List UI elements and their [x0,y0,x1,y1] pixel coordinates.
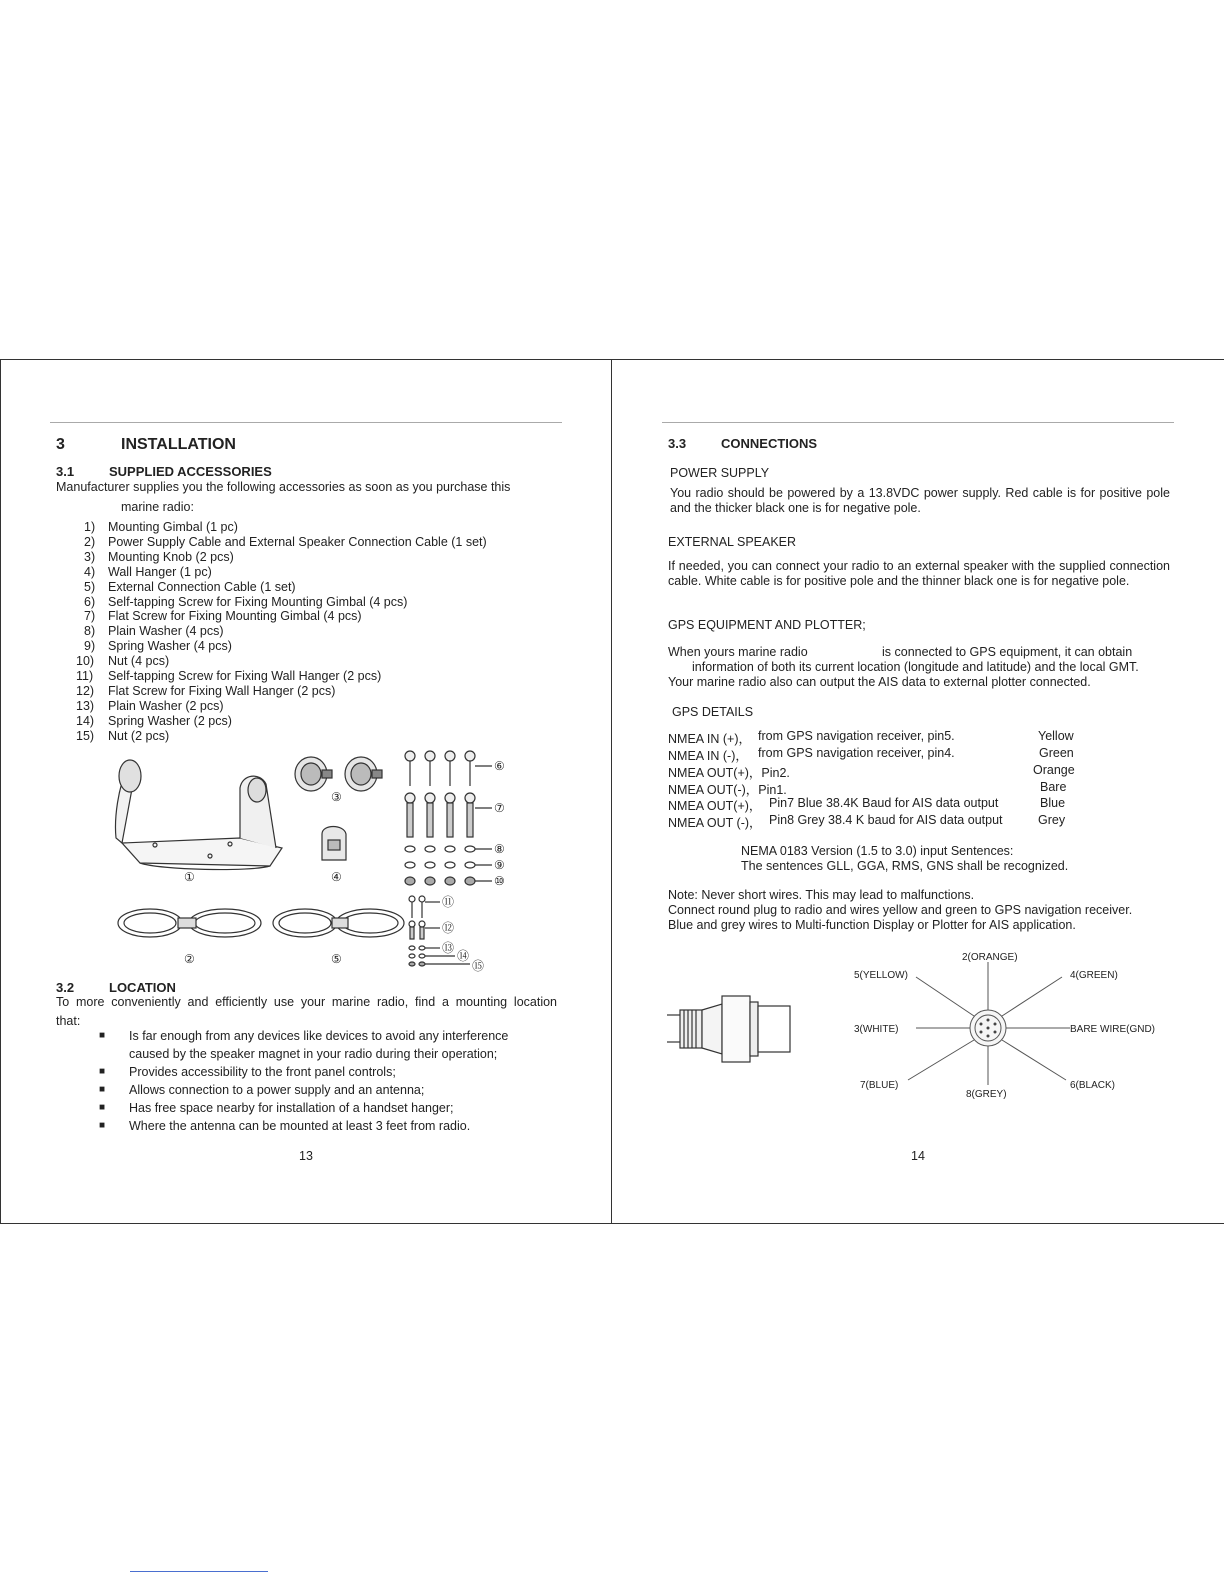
pin-leader-lines [908,962,1070,1085]
label-8: ⑧ [494,842,505,856]
gps-text-3: Your marine radio also can output the AIS data to external plotter connected. [668,675,1091,689]
note-line-2: Connect round plug to radio and wires yellow and green to GPS navigation receiver. [668,903,1133,917]
location-bullets [99,1027,508,1135]
mounting-gimbal-drawing [116,760,283,870]
page-13 [0,360,611,1223]
label-14: ⑭ [457,949,470,963]
pin-8-label: 8(GREY) [966,1089,1007,1100]
note-line-3: Blue and grey wires to Multi-function Display or Plotter for AIS application. [668,918,1076,932]
pin-7-label: 7(BLUE) [860,1080,899,1091]
label-6: ⑥ [494,759,505,773]
label-3: ③ [331,790,342,804]
speaker-heading: EXTERNAL SPEAKER [668,535,797,549]
wall-hanger-drawing [322,827,346,861]
label-2: ② [184,952,195,966]
list-item: ■ Provides accessibility to the front panel controls; [99,1065,396,1079]
top-rule [662,422,1174,423]
footer-underline [130,1571,268,1572]
list-item: 5) External Connection Cable (1 set) [84,579,296,594]
top-rule [50,422,562,423]
list-item: 1) Mounting Gimbal (1 pc) [84,520,238,534]
gps-text-2: information of both its current location (longitude and latitude) and the local GMT. [692,660,1139,674]
section-number: 3 [56,436,65,453]
list-item: 10) Nut (4 pcs) [76,654,170,669]
manual-spread [0,359,1224,1224]
list-item: 14) Spring Washer (2 pcs) [76,713,232,728]
subsection-number: 3.2 [56,980,75,995]
note-line-1: Note: Never short wires. This may lead to malfunctions. [668,888,975,902]
list-item: caused by the speaker magnet in your radio during their operation; [129,1047,498,1061]
label-7: ⑦ [494,801,505,815]
nema-line-2: The sentences GLL, GGA, RMS, GNS shall be recognized. [741,859,1069,873]
ground-label: BARE WIRE(GND) [1070,1024,1155,1035]
intro-text-cont: marine radio: [121,500,194,514]
accessories-figure [100,748,520,988]
pin-3-label: 3(WHITE) [854,1024,899,1035]
label-5: ⑤ [331,952,342,966]
subsection-title: SUPPLIED ACCESSORIES [109,464,272,479]
location-intro-cont: that: [56,1014,81,1028]
list-item: 13) Plain Washer (2 pcs) [76,698,224,713]
external-cable-drawing [273,909,404,937]
power-text: You radio should be powered by a 13.8VDC power supply. Red cable is for positive pole and the thicker black one is for negative pole. [670,486,1170,516]
list-item: ■ Is far enough from any devices like devices to avoid any interference [99,1029,509,1043]
location-intro: To more conveniently and efficiently use your marine radio, find a mounting location [56,995,557,1009]
list-item: 15) Nut (2 pcs) [76,728,170,743]
subsection-title: LOCATION [109,980,176,995]
list-item: 3) Mounting Knob (2 pcs) [84,549,234,564]
subsection-number: 3.3 [668,436,687,451]
pin-4-label: 4(GREEN) [1070,970,1118,981]
self-tapping-screws-drawing [405,751,492,786]
accessory-list [76,520,487,744]
flat-screws-drawing [405,793,492,837]
label-1: ① [184,870,195,884]
list-item: 6) Self-tapping Screw for Fixing Mounting Gimbal (4 pcs) [84,594,408,609]
mounting-knob-drawing [295,757,382,791]
washers-nuts-drawing [405,846,492,885]
intro-text: Manufacturer supplies you the following accessories as soon as you purchase this [56,480,511,494]
label-9: ⑨ [494,858,505,872]
list-item: 11) Self-tapping Screw for Fixing Wall Hanger (2 pcs) [76,669,382,684]
label-15: ⑮ [472,959,485,973]
list-item: 2) Power Supply Cable and External Speaker Connection Cable (1 set) [84,534,487,549]
connector-pinout-diagram [662,950,1182,1110]
label-12: ⑫ [442,921,455,935]
power-heading: POWER SUPPLY [670,466,770,480]
label-4: ④ [331,870,342,884]
section-title: INSTALLATION [121,436,236,453]
nema-line-1: NEMA 0183 Version (1.5 to 3.0) input Sentences: [741,844,1014,858]
list-item: 12) Flat Screw for Fixing Wall Hanger (2 pcs) [76,683,336,698]
list-item: 8) Plain Washer (4 pcs) [84,624,224,639]
page-number: 13 [299,1149,313,1163]
page-number: 14 [911,1149,925,1163]
label-13: ⑬ [442,941,455,955]
list-item: ■ Where the antenna can be mounted at least 3 feet from radio. [99,1119,471,1133]
list-item: ■ Allows connection to a power supply and an antenna; [99,1083,425,1097]
gps-text-a: When yours marine radio [668,645,808,659]
subsection-number: 3.1 [56,464,75,479]
gps-details-heading: GPS DETAILS [672,705,754,719]
list-item: 7) Flat Screw for Fixing Mounting Gimbal (4 pcs) [84,609,362,624]
list-item: 9) Spring Washer (4 pcs) [84,639,232,654]
pin-5-label: 5(YELLOW) [854,970,908,981]
speaker-text: If needed, you can connect your radio to an external speaker with the supplied connection cable. White cable is for positive pole and the thinner black one is for negative pole. [668,559,1170,589]
list-item: 4) Wall Hanger (1 pc) [84,564,212,579]
gps-text-b: is connected to GPS equipment, it can obtain [882,645,1133,659]
subsection-title: CONNECTIONS [721,436,818,451]
pin-2-label: 2(ORANGE) [962,952,1018,963]
pin-6-label: 6(BLACK) [1070,1080,1116,1091]
page-14: 3.3 CONNECTIONS POWER SUPPLY You radio should be powered by a 13.8VDC power supply. Red cable is for positive pole and the thicker black one is for negative pole. EXTERNAL SPEAKER If needed, you can connect your radio to an external speaker with the supplied connection cable. White cable is for positive pole and the thinner black one is for negative pole. GPS EQUIPMENT AND PLOTTER; When yours marine radio is connected to GPS equipment, it can obtain information of both its current location (longitude and latitude) and the local GMT. Your marine radio also can output the AIS data to external plotter connected. GPS DETAILS NMEA IN (+)， from GPS navigation receiver, pin5. Yellow NMEA IN (-)， from GPS navigation receiver, pin4. Green NMEA OUT(+)，Pin2. Orange NMEA OUT(-)，Pin1. Bare NMEA OUT(+)， Pin7 Blue 38.4K Baud for AIS data output Blue NMEA OUT (-)， Pin8 Grey 38.4 K baud for AIS data output Grey NEMA 0183 Version (1.5 to 3.0) input Sentences: The sentences GLL, GGA, RMS, GNS shall be recognized. Note: Never short wires. This may lead to malfunctions. Connect round plug to radio and wires yellow and green to GPS navigation receiver. Blue and grey wires to Multi-function Display or Plotter for AIS application. 2(ORANGE) 5(YELLOW) 4(GREEN) 3(WHITE) BARE WIRE(GND) 7(BLUE) 6(BLACK) 8(GREY) 14 [612,360,1224,1223]
label-11: ⑪ [442,895,455,909]
gps-heading: GPS EQUIPMENT AND PLOTTER; [668,618,866,632]
power-cable-drawing [118,909,261,937]
plug-drawing [667,996,790,1062]
list-item: ■ Has free space nearby for installation of a handset hanger; [99,1101,454,1115]
label-10: ⑩ [494,874,505,888]
